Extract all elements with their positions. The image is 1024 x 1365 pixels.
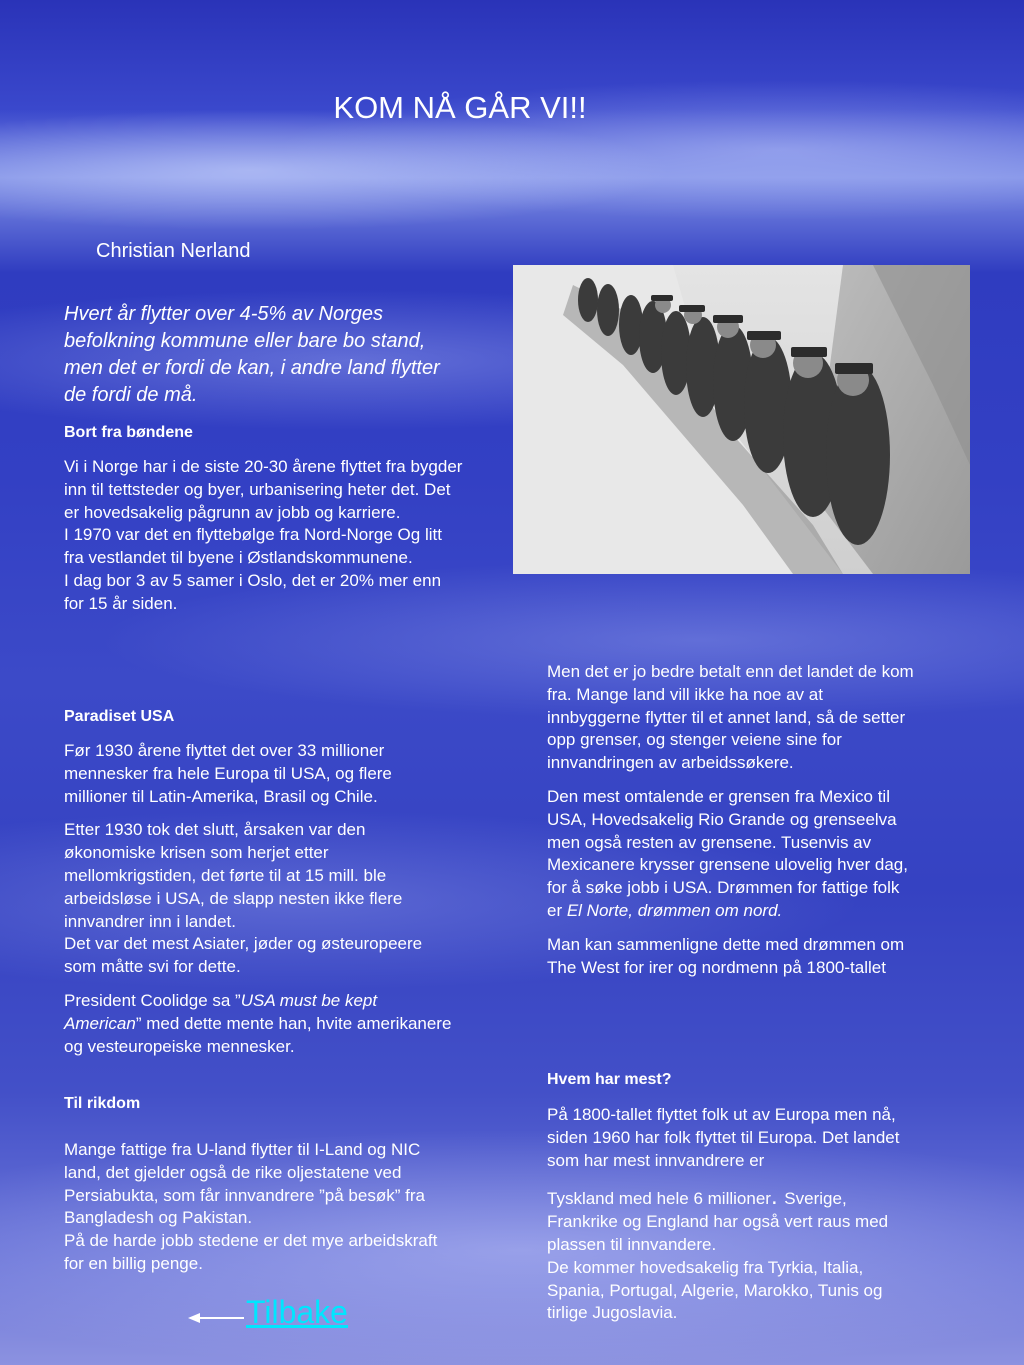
section-body-hvem <box>547 1104 917 1325</box>
paragraph: På de harde jobb stedene er det mye arbeidskraft for en billig penge. <box>64 1231 438 1273</box>
paragraph-el-norte <box>547 786 917 923</box>
intro-text: Hvert år flytter over 4-5% av Norges befolkning kommune eller bare bo stand, men det er fordi de kan, i andre land flytter de fordi de må. <box>64 303 440 406</box>
arrow-left-icon[interactable] <box>188 1310 244 1326</box>
section-body-usa <box>64 740 454 1058</box>
paragraph-coolidge <box>64 990 454 1058</box>
right-column-body <box>547 661 917 979</box>
paragraph: De kommer hovedsakelig fra Tyrkia, Italia, Spania, Portugal, Algerie, Marokko, Tunis og tirlige Jugoslavia. <box>547 1257 883 1323</box>
paragraph: I 1970 var det en flyttebølge fra Nord-Norge Og litt fra vestlandet til byene i Østlandskommunene. <box>64 525 442 568</box>
quote-suffix: ” med dette mente han, hvite amerikanere og vesteuropeiske mennesker. <box>64 1013 452 1056</box>
paragraph: I dag bor 3 av 5 samer i Oslo, det er 20% mer enn for 15 år siden. <box>64 570 442 613</box>
paragraph: Mange fattige fra U-land flytter til I-Land og NIC land, det gjelder også de rike oljestatene ved Persiabukta, som får innvandrere ”på besøk” fra Bangladesh og Pakistan. <box>64 1140 425 1228</box>
paragraph: Det var det mest Asiater, jøder og østeuropeere som måtte svi for dette. <box>64 934 423 977</box>
photo-image <box>513 265 970 574</box>
section-body-bort <box>64 456 464 616</box>
page-title: KOM NÅ GÅR VI!! <box>333 90 587 125</box>
paragraph: Men det er jo bedre betalt enn det landet de kom fra. Mange land vill ikke ha noe av at innbyggerne flytter til et annet land, så de setter opp grenser, og stenger veiene sine for innvandringen av arbeidssøkere. <box>547 662 914 773</box>
paragraph-text: Den mest omtalende er grensen fra Mexico til USA, Hovedsakelig Rio Grande og grenseelva men også resten av grensene. Tusenvis av Mexicanere krysser grensene ulovelig hver dag, for å søke jobb i USA. Drømmen for fattige folk er <box>547 786 908 920</box>
author-name: Christian Nerland <box>96 240 251 262</box>
quote-prefix: President Coolidge sa ” <box>64 990 241 1010</box>
back-link[interactable]: Tilbake <box>246 1294 348 1330</box>
section-body-rikdom <box>64 1139 454 1276</box>
el-norte-text: El Norte, drømmen om nord. <box>566 900 783 920</box>
section-heading-usa: Paradiset USA <box>64 708 175 725</box>
section-heading-hvem: Hvem har mest? <box>547 1071 672 1088</box>
paragraph: Man kan sammenligne dette med drømmen om The West for irer og nordmenn på 1800-tallet <box>547 934 905 977</box>
paragraph: Etter 1930 tok det slutt, årsaken var den økonomiske krisen som herjet etter mellomkrigstiden, det førte til at 15 mill. ble arbeidsløse i USA, de slapp nesten ikke flere innvandrer inn i landet. <box>64 820 403 931</box>
paragraph: På 1800-tallet flyttet folk ut av Europa men nå, siden 1960 har folk flyttet til Europa. Det landet som har mest innvandrere er <box>547 1105 900 1170</box>
photo-refugees-in-snow <box>513 265 970 574</box>
paragraph-tyskland: Tyskland med hele 6 millioner. Sverige, Frankrike og England har også vert raus med plassen til innvandere. <box>547 1183 889 1254</box>
paragraph-text: Tyskland med hele 6 millioner <box>547 1189 771 1209</box>
paragraph: Før 1930 årene flyttet det over 33 millioner mennesker fra hele Europa til USA, og flere millioner til Latin-Amerika, Brasil og Chile. <box>64 741 392 806</box>
section-heading-bort: Bort fra bøndene <box>64 424 193 441</box>
paragraph: Vi i Norge har i de siste 20-30 årene flyttet fra bygder inn til tettsteder og byer, urbanisering heter det. Det er hovedsakelig pågrunn av jobb og karriere. <box>64 457 463 522</box>
quote-text: USA must be kept American <box>64 990 378 1033</box>
paragraph-text: Sverige, Frankrike og England har også vert raus med plassen til innvandere. <box>547 1189 889 1254</box>
section-heading-rikdom: Til rikdom <box>64 1095 141 1112</box>
